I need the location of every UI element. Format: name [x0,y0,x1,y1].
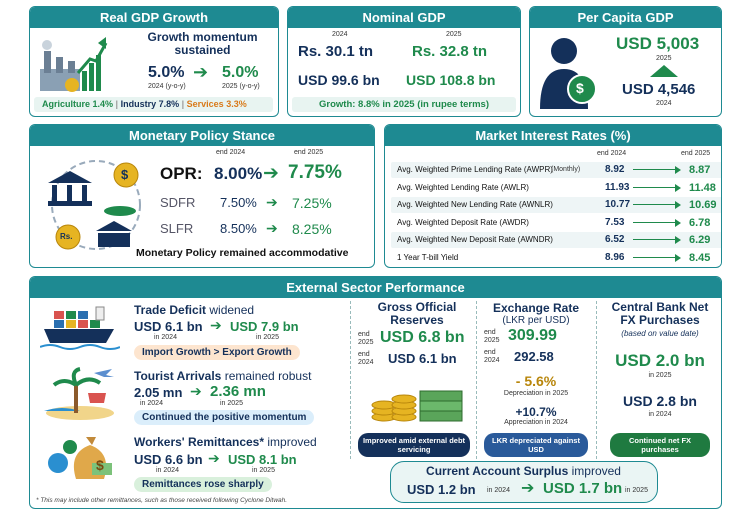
per-capita-panel [529,6,722,117]
per-capita-2024: USD 4,546 [622,81,696,98]
per-capita-year-2025: 2025 [656,55,672,62]
per-capita-year-2024: 2024 [656,100,672,107]
reserves-2024: USD 6.1 bn [388,351,457,366]
up-triangle-icon [650,65,678,77]
market-rate-row [391,250,722,266]
gdp-2024-sub: 2024 (y-o-y) [148,83,186,90]
market-rates-panel [384,124,722,268]
market-rate-2024: 11.93 [605,181,630,193]
slfr-2024: 8.50% [220,221,257,236]
remit-bag-symbol: $ [96,457,104,473]
fx-title: Exchange Rate [492,301,580,315]
nominal-year-2024: 2024 [332,31,348,38]
ca-y2025: in 2025 [625,487,648,494]
sdfr-2025: 7.25% [292,195,332,211]
divider [350,301,351,459]
remit-y2025: in 2025 [252,467,275,474]
ca-2025: USD 1.7 bn [543,480,623,497]
fx-2024: 292.58 [514,349,554,364]
trade-2025: USD 7.9 bn [230,319,299,334]
market-rate-2024: 8.92 [605,164,625,175]
remit-y2024: in 2024 [156,467,179,474]
per-capita-coin-symbol: $ [576,80,584,96]
fx-app-note: Appreciation in 2024 [504,419,568,426]
tourist-y2025: in 2025 [220,400,243,407]
ca-title [391,464,656,478]
market-rate-row [391,162,722,178]
market-rate-row [391,197,722,213]
fx-2025: 309.99 [508,327,557,344]
slfr-label: SLFR [160,221,194,236]
market-rate-arrowhead-icon [675,254,681,262]
external-sector-panel [29,276,722,509]
tourist-verb: remained robust [224,369,312,383]
monetary-end-2025: end 2025 [294,149,324,156]
nominal-rs-2024: Rs. 30.1 tn [298,43,374,60]
tourist-title-text: Tourist Arrivals [134,369,222,383]
cb-fx-title: Central Bank Net FX Purchases [611,300,709,327]
market-rate-2024: 7.53 [605,216,625,228]
market-rate-label: Avg. Weighted New Lending Rate (AWNLR) [397,200,553,209]
reserves-end-2025: end 2025 [358,331,374,346]
cb-fx-badge: Continued net FX purchases [610,433,710,457]
tourist-title [134,369,311,383]
monetary-rs-symbol: Rs. [60,232,73,241]
fx-subtitle: (LKR per USD) [502,315,570,326]
person-dollar-icon [538,35,600,111]
trade-pill: Import Growth > Export Growth [134,345,300,360]
ca-2024: USD 1.2 bn [407,482,476,497]
slfr-arrow-icon: ➔ [266,220,278,236]
market-rate-row [391,215,722,231]
market-rate-arrowhead-icon [675,219,681,227]
market-rate-arrowhead-icon [675,184,681,192]
monetary-note: Monetary Policy remained accommodative [136,247,349,259]
market-rate-arrow-icon [633,169,677,170]
external-footnote: * This may include other remittances, such as those received following Cyclone Ditwah. [36,497,288,504]
money-bag-icon [46,433,116,483]
gdp-2025-sub: 2025 (y-o-y) [222,83,260,90]
trade-y2024: in 2024 [154,334,177,341]
trade-2024: USD 6.1 bn [134,319,203,334]
market-rate-label: Avg. Weighted Deposit Rate (AWDR) [397,217,529,227]
market-rate-2025: 10.69 [689,199,717,211]
market-rate-arrow-icon [633,222,677,223]
tourist-arrow-icon: ➔ [190,383,202,399]
opr-2024: 8.00% [214,164,263,183]
market-rate-label: Avg. Weighted Prime Lending Rate (AWPR) [397,165,553,174]
remit-arrow-icon: ➔ [208,450,220,466]
market-rate-2025: 11.48 [689,181,716,194]
cb-fx-2024: USD 2.8 bn [623,393,697,409]
fx-dep-note: Depreciation in 2025 [503,390,569,397]
trade-verb: widened [209,303,255,317]
remit-verb: improved [267,435,317,449]
gdp-sector-bar: Agriculture 1.4% | Industry 7.8% | Services 3.3% [34,97,273,112]
market-rate-2024: 8.96 [605,251,625,263]
market-rate-arrowhead-icon [675,201,681,209]
market-rate-arrowhead-icon [675,166,681,174]
ca-arrow-icon: ➔ [521,480,535,497]
market-rate-2024: 6.52 [605,234,625,245]
nominal-usd-2025: USD 108.8 bn [406,72,496,88]
market-col-2024: end 2024 [597,150,627,157]
industry-growth: Industry 7.8% [120,99,180,109]
opr-label: OPR: [160,164,203,183]
nominal-gdp-title: Nominal GDP [288,7,520,28]
market-rate-2025: 8.87 [689,164,711,176]
nominal-usd-2024: USD 99.6 bn [298,72,380,88]
market-rate-label: Avg. Weighted Lending Rate (AWLR) [397,182,529,192]
tourist-2024: 2.05 mn [134,385,183,400]
trade-title [134,303,254,317]
market-rate-arrow-icon [633,187,677,188]
fx-badge: LKR depreciated against USD [484,433,588,457]
cb-fx-y2025: in 2025 [648,372,672,379]
ca-title-text: Current Account Surplus [426,464,569,478]
market-rate-row [391,180,722,196]
divider [596,301,597,459]
reserves-badge: Improved amid external debt servicing [358,433,470,457]
monetary-end-2024: end 2024 [216,149,246,156]
market-rate-row [391,232,722,248]
nominal-year-2025: 2025 [446,31,462,38]
market-rate-arrow-icon [633,239,677,240]
fx-end-2024: end 2024 [484,349,500,364]
opr-arrow-icon: ➔ [263,163,279,184]
market-rate-2025: 6.29 [689,234,711,246]
market-rate-2025: 8.45 [689,251,711,264]
sdfr-label: SDFR [160,195,196,210]
fx-end-2025: end 2025 [484,329,500,344]
trade-arrow-icon: ➔ [210,317,222,333]
sdfr-arrow-icon: ➔ [266,194,278,210]
right-arrow-icon: ➔ [193,62,209,82]
market-rate-2025: 6.78 [689,216,711,229]
sdfr-2024: 7.50% [220,195,257,210]
cargo-ship-icon [40,305,120,353]
tourist-y2024: in 2024 [140,400,163,407]
market-rate-arrowhead-icon [675,236,681,244]
monetary-coin-symbol: $ [121,167,129,182]
market-rates-title: Market Interest Rates (%) [385,125,721,146]
services-growth: Services 3.3% [186,99,247,109]
remit-2025: USD 8.1 bn [228,452,297,467]
trade-title-text: Trade Deficit [134,303,207,317]
market-rate-label: 1 Year T-bill Yield [397,252,459,262]
trade-y2025: in 2025 [256,334,279,341]
cb-fx-subtitle: (based on value date) [621,329,699,338]
market-rate-2024: 10.77 [605,199,631,210]
remit-title-text: Workers' Remittances* [134,435,265,449]
bank-exchange-icon [40,155,152,253]
real-gdp-title: Real GDP Growth [30,7,278,28]
beach-plane-icon [44,367,116,421]
slfr-2025: 8.25% [292,221,332,237]
cb-fx-y2024: in 2024 [648,411,672,418]
remit-2024: USD 6.6 bn [134,452,203,467]
remit-title [134,435,317,449]
divider [476,301,477,459]
gdp-2024-value: 5.0% [148,64,185,81]
fx-depreciation: - 5.6% [515,373,557,389]
real-gdp-panel [29,6,279,117]
nominal-gdp-panel [287,6,521,117]
fx-appreciation: +10.7% [515,405,557,419]
tourist-2025: 2.36 mn [210,383,266,400]
opr-2025: 7.75% [288,162,342,183]
nominal-growth: Growth: 8.8% in 2025 (in rupee terms) [292,97,516,112]
monetary-policy-panel [29,124,375,268]
market-rate-arrow-icon [633,257,677,258]
per-capita-2025: USD 5,003 [616,34,700,53]
cb-fx-2025: USD 2.0 bn [615,351,705,370]
ca-verb: improved [571,464,621,478]
reserves-end-2024: end 2024 [358,351,374,366]
market-rate-label: Avg. Weighted New Deposit Rate (AWNDR) [397,235,553,244]
reserves-title: Gross Official Reserves [377,300,457,327]
remit-pill: Remittances rose sharply [134,477,272,492]
nominal-rs-2025: Rs. 32.8 tn [412,43,488,60]
per-capita-title: Per Capita GDP [530,7,721,28]
market-col-2025: end 2025 [681,150,711,157]
current-account-box [390,461,658,503]
factory-growth-icon [38,33,108,95]
monetary-title: Monetary Policy Stance [30,125,374,146]
gdp-2025-value: 5.0% [222,64,259,81]
market-rate-note: (Monthly) [551,166,581,173]
market-rate-arrow-icon [633,204,677,205]
ca-y2024: in 2024 [487,487,510,494]
reserves-2025: USD 6.8 bn [380,329,465,346]
gdp-headline: Growth momentum sustained [147,30,258,57]
external-title: External Sector Performance [30,277,721,298]
coins-cash-icon [370,377,466,425]
tourist-pill: Continued the positive momentum [134,410,314,425]
agriculture-growth: Agriculture 1.4% [42,99,114,109]
